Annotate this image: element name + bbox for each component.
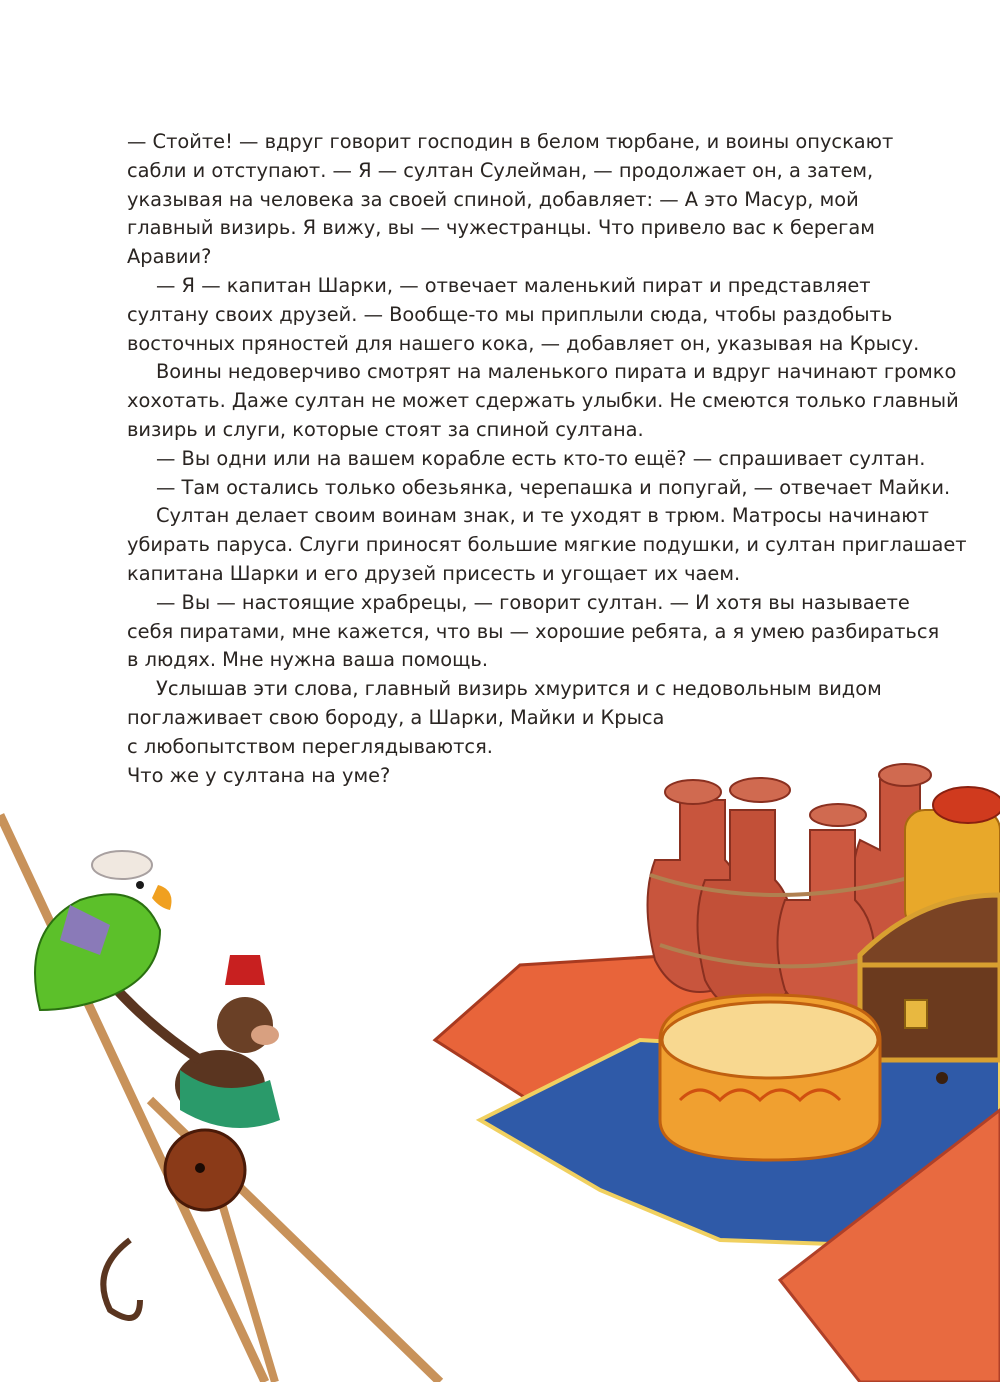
story-line: восточных пряностей для нашего кока, — добавляет он, указывая на Крысу. (127, 331, 920, 355)
story-line: — Вы одни или на вашем корабле есть кто-то ещё? — спрашивает султан. (156, 446, 926, 470)
story-line: главный визирь. Я вижу, вы — чужестранцы. Что привело вас к берегам (127, 216, 875, 240)
story-line: — Вы — настоящие храбрецы, — говорит султан. — И хотя вы называете (156, 590, 910, 614)
story-line: — Там остались только обезьянка, черепашка и попугай, — отвечает Майки. (156, 475, 951, 499)
pulley (165, 1130, 245, 1210)
story-line: Что же у султана на уме? (127, 763, 391, 787)
story-line: Воины недоверчиво смотрят на маленького пирата и вдруг начинают громко (156, 360, 957, 384)
story-line: Султан делает своим воинам знак, и те уходят в трюм. Матросы начинают (156, 504, 929, 528)
story-line: убирать паруса. Слуги приносят большие мягкие подушки, и султан приглашает (127, 533, 967, 557)
story-line: сабли и отступают. — Я — султан Сулейман, — продолжает он, а затем, (127, 158, 874, 182)
story-text (127, 128, 967, 790)
parrot (35, 851, 172, 1010)
illustration (0, 760, 1000, 1382)
story-line: в людях. Мне нужна ваша помощь. (127, 648, 489, 672)
story-line: — Я — капитан Шарки, — отвечает маленький пират и представляет (156, 273, 871, 297)
story-line: указывая на человека за своей спиной, добавляет: — А это Масур, мой (127, 187, 859, 211)
story-line: Аравии? (127, 245, 212, 269)
story-line: себя пиратами, мне кажется, что вы — хорошие ребята, а я умею разбираться (127, 619, 940, 643)
story-line: поглаживает свою бороду, а Шарки, Майки и Крыса (127, 705, 665, 729)
pouf (660, 995, 880, 1160)
story-line: с любопытством переглядываются. (127, 734, 493, 758)
story-line: визирь и слуги, которые стоят за спиной султана. (127, 417, 644, 441)
story-line: — Стойте! — вдруг говорит господин в белом тюрбане, и воины опускают (127, 130, 894, 153)
story-line: хохотать. Даже султан не может сдержать улыбки. Не смеются только главный (127, 389, 959, 413)
story-line: Услышав эти слова, главный визирь хмурится и с недовольным видом (156, 677, 882, 701)
story-line: капитана Шарки и его друзей присесть и угощает их чаем. (127, 561, 741, 585)
story-line: султану своих друзей. — Вообще-то мы приплыли сюда, чтобы раздобыть (127, 302, 893, 326)
